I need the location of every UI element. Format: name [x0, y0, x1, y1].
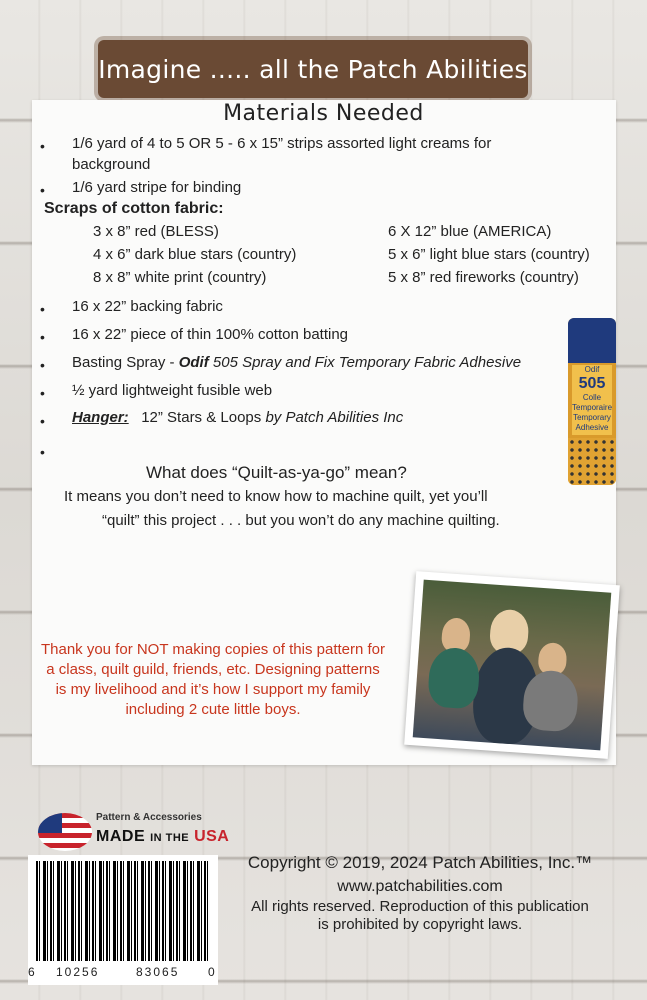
can-label — [572, 365, 612, 435]
barcode-digit-last: 0 — [208, 965, 215, 979]
qayg-line1: It means you don’t need to know how to machine quilt, yet you’ll — [64, 488, 488, 505]
bullet-icon: • — [40, 138, 45, 154]
rights-line2: is prohibited by copyright laws. — [317, 916, 523, 933]
can-fr: Colle Temporaire — [572, 393, 613, 412]
bullet-icon: • — [40, 301, 45, 317]
family-photo — [404, 571, 620, 759]
bullet-icon: • — [40, 413, 45, 429]
materials-item-strips: 1/6 yard of 4 to 5 OR 5 - 6 x 15” strips assorted light creams for — [72, 135, 492, 152]
scrap-left-3: 8 x 8” white print (country) — [93, 269, 267, 286]
materials-item-hanger — [72, 407, 403, 428]
usa-made-text: MADE IN THE USA — [96, 828, 230, 845]
qayg-question: What does “Quilt-as-ya-go” mean? — [146, 463, 407, 482]
materials-item-batting: 16 x 22” piece of thin 100% cotton batting — [72, 326, 349, 343]
materials-item-fusible: ½ yard lightweight fusible web — [72, 382, 273, 399]
banner-title: Imagine ..... all the Patch Abilities — [98, 54, 528, 84]
bullet-icon: • — [40, 444, 45, 460]
materials-item-basting — [72, 352, 521, 373]
scrap-left-1: 3 x 8” red (BLESS) — [93, 223, 219, 240]
scrap-right-2: 5 x 6” light blue stars (country) — [388, 246, 590, 263]
copy-notice-line3: is my livelihood and it’s how I support my family — [55, 681, 371, 698]
website-url[interactable]: www.patchabilities.com — [337, 878, 503, 895]
can-en: Temporary Adhesive — [573, 413, 611, 432]
rights-line1: All rights reserved. Reproduction of this publication — [251, 898, 589, 915]
hanger-by: by Patch Abilities Inc — [265, 409, 404, 426]
materials-item-backing: 16 x 22” backing fabric — [72, 298, 223, 315]
materials-item-binding: 1/6 yard stripe for binding — [72, 179, 242, 196]
hanger-text: 12” Stars & Loops — [141, 409, 266, 426]
copy-notice-line2: a class, quilt guild, friends, etc. Designing patterns — [46, 661, 380, 678]
made-in-usa-badge — [38, 810, 238, 855]
barcode-bars — [36, 861, 210, 961]
usa-small-text: Pattern & Accessories — [96, 812, 202, 823]
materials-heading: Materials Needed — [223, 101, 424, 126]
bullet-icon: • — [40, 329, 45, 345]
header-banner — [98, 40, 528, 98]
bullet-icon: • — [40, 182, 45, 198]
scrap-right-1: 6 X 12” blue (AMERICA) — [388, 223, 552, 240]
barcode-group-2: 83065 — [136, 965, 180, 979]
basting-prefix: Basting Spray - — [72, 354, 179, 371]
barcode — [28, 855, 218, 985]
scraps-heading: Scraps of cotton fabric: — [44, 200, 224, 217]
boy-left-body — [427, 646, 481, 709]
scrap-right-3: 5 x 8” red fireworks (country) — [388, 269, 579, 286]
basting-brand: Odif — [178, 354, 209, 371]
copyright-line: Copyright © 2019, 2024 Patch Abilities, Inc.™ — [247, 853, 593, 872]
family-photo-image — [413, 580, 612, 751]
scrap-left-2: 4 x 6” dark blue stars (country) — [93, 246, 297, 263]
bullet-icon: • — [40, 357, 45, 373]
materials-item-strips-cont: background — [72, 156, 151, 173]
hanger-label: Hanger: — [72, 409, 129, 426]
barcode-digit-first: 6 — [28, 965, 35, 979]
copy-notice-line1: Thank you for NOT making copies of this pattern for — [40, 641, 386, 658]
copy-notice-line4: including 2 cute little boys. — [125, 701, 301, 718]
can-number: 505 — [578, 375, 606, 392]
bullet-icon: • — [40, 385, 45, 401]
basting-rest: 505 Spray and Fix Temporary Fabric Adhesive — [208, 354, 522, 371]
can-bottom — [568, 438, 616, 485]
barcode-group-1: 10256 — [56, 965, 100, 979]
copy-notice — [40, 640, 386, 720]
can-top — [568, 318, 616, 363]
qayg-line2: “quilt” this project . . . but you won’t do any machine quilting. — [102, 512, 500, 529]
can-brand: Odif — [584, 365, 600, 374]
usa-flag-icon — [38, 813, 92, 851]
spray-can-image — [568, 318, 616, 485]
